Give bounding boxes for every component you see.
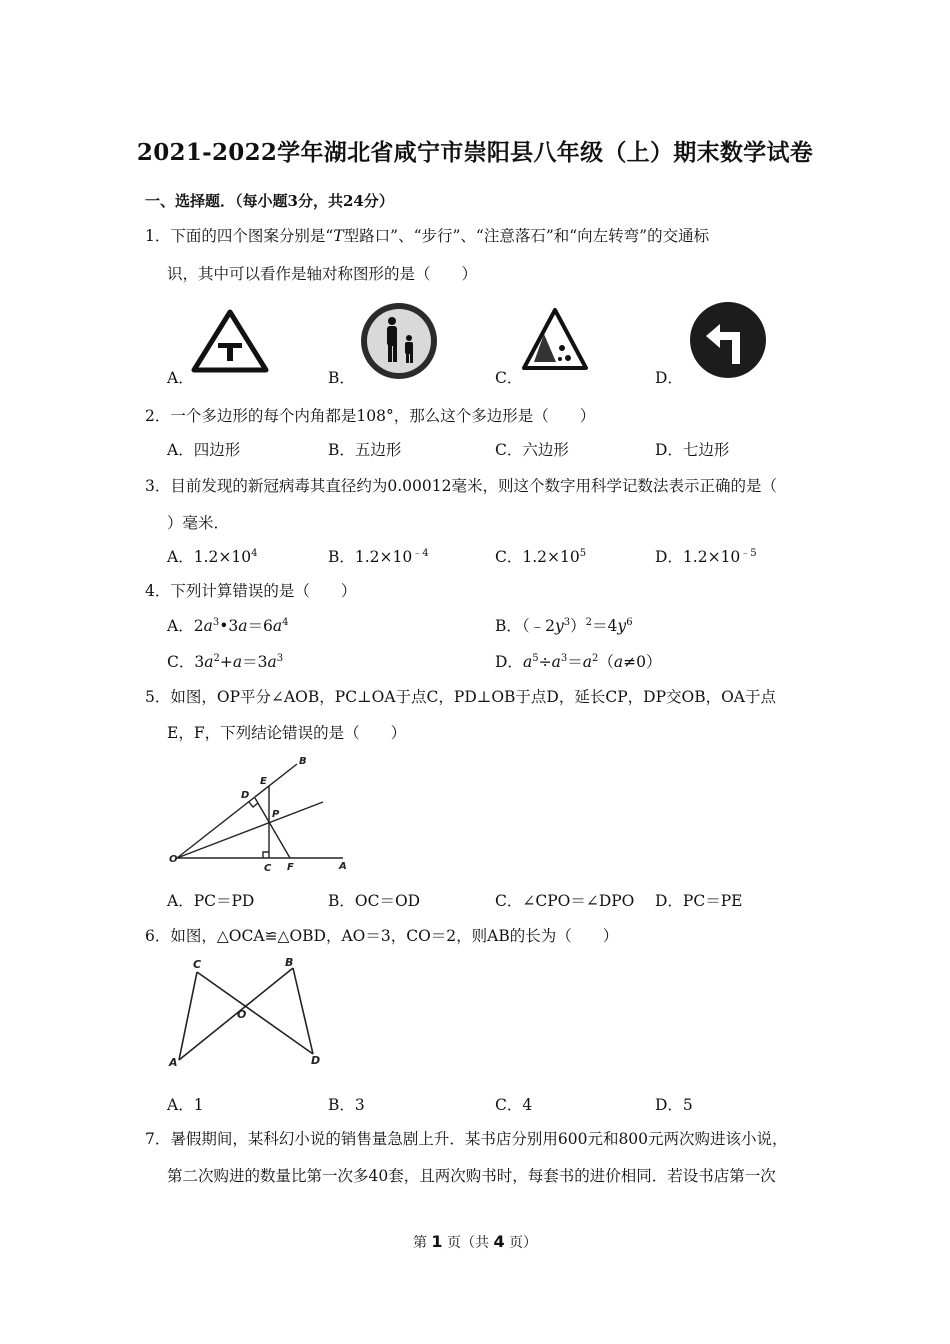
q6-option-c: C．4 (495, 1096, 533, 1114)
q6-option-a: A．1 (167, 1096, 204, 1114)
q5-stem-line1: 5．如图，OP平分∠AOB，PC⊥OA于点C，PD⊥OB于点D，延长CP，DP交OB，OA于点 (145, 688, 777, 706)
figure-label-b: B (285, 956, 294, 969)
q6-option-d: D．5 (655, 1096, 693, 1114)
q3-option-d: D．$1.2\times 10^{﹣5}$ (655, 548, 757, 566)
q2-stem: 2．一个多边形的每个内角都是108°，那么这个多边形是（ ） (145, 407, 596, 425)
q5-option-d: D．PC＝PE (655, 892, 743, 910)
q5-option-a: A．PC＝PD (167, 892, 255, 910)
figure-label-o: O (237, 1008, 247, 1021)
q6-stem: 6．如图，△OCA≌△OBD，AO＝3，CO＝2，则AB的长为（ ） (145, 927, 619, 945)
q3-option-c: C．$1.2\times 10^5$ (495, 548, 587, 566)
q1-option-a: A． (167, 369, 194, 387)
turn-left-sign-icon (688, 300, 768, 380)
figure-label-d: D (311, 1054, 321, 1067)
q5-stem-line2: E，F，下列结论错误的是（ ） (167, 724, 407, 742)
q3-stem-line1: 3．目前发现的新冠病毒其直径约为0.00012毫米，则这个数字用科学记数法表示正确的是（ (145, 477, 777, 495)
q5-option-c: C．∠CPO＝∠DPO (495, 892, 635, 910)
q2-option-b: B．五边形 (328, 441, 402, 459)
figure-label-a: A (339, 861, 347, 872)
q1-option-d: D． (655, 369, 683, 387)
congruent-triangles-figure (165, 952, 330, 1070)
q6-option-b: B．3 (328, 1096, 365, 1114)
q7-stem-line1: 7．暑假期间，某科幻小说的销售量急剧上升．某书店分别用600元和800元两次购进该小说， (145, 1130, 788, 1148)
figure-label-d: D (241, 790, 250, 801)
q4-option-c: C．$3a^2+a=3a^3$ (167, 653, 284, 671)
q2-option-c: C．六边形 (495, 441, 569, 459)
q7-stem-line2: 第二次购进的数量比第一次多40套，且两次购书时，每套书的进价相同．若设书店第一次 (167, 1167, 776, 1185)
figure-label-p: P (272, 809, 280, 820)
figure-label-f: F (287, 862, 294, 873)
q3-option-a: A．$1.2\times 10^4$ (167, 548, 258, 566)
angle-bisector-figure (165, 752, 355, 877)
q3-option-b: B．$1.2\times 10^{﹣4}$ (328, 548, 429, 566)
section-heading: 一、选择题．（每小题3分，共24分） (145, 192, 394, 210)
page-footer: 第 1 页（共 4 页） (412, 1232, 538, 1251)
falling-rocks-sign-icon (520, 306, 590, 372)
q2-option-d: D．七边形 (655, 441, 730, 459)
figure-label-b: B (299, 756, 307, 767)
q1-stem-line1: 1．下面的四个图案分别是“T型路口”、“步行”、“注意落石”和“向左转弯”的交通标 (145, 227, 710, 245)
figure-label-c: C (264, 863, 272, 874)
figure-label-o: O (169, 854, 178, 865)
pedestrian-sign-icon (358, 300, 440, 382)
q1-option-b: B． (328, 369, 355, 387)
figure-label-c: C (193, 958, 202, 971)
q1-stem-line2: 识，其中可以看作是轴对称图形的是（ ） (167, 265, 478, 283)
q5-option-b: B．OC＝OD (328, 892, 421, 910)
figure-label-a: A (169, 1056, 178, 1069)
q3-stem-line2: ）毫米． (167, 514, 230, 532)
q2-option-a: A．四边形 (167, 441, 241, 459)
q4-option-b: B．$(﹣2y^3)^2=4y^6$ (495, 617, 633, 635)
page-title: 2021-2022学年湖北省咸宁市崇阳县八年级（上）期末数学试卷 (136, 139, 814, 166)
q4-stem: 4．下列计算错误的是（ ） (145, 582, 357, 600)
figure-label-e: E (260, 776, 267, 787)
t-junction-sign-icon (190, 308, 270, 374)
q4-option-a: A．$2a^3•3a=6a^4$ (167, 617, 289, 635)
q1-option-c: C． (495, 369, 523, 387)
q4-option-d: D．$a^5\div a^3=a^2(a\ne 0)$ (495, 653, 662, 671)
